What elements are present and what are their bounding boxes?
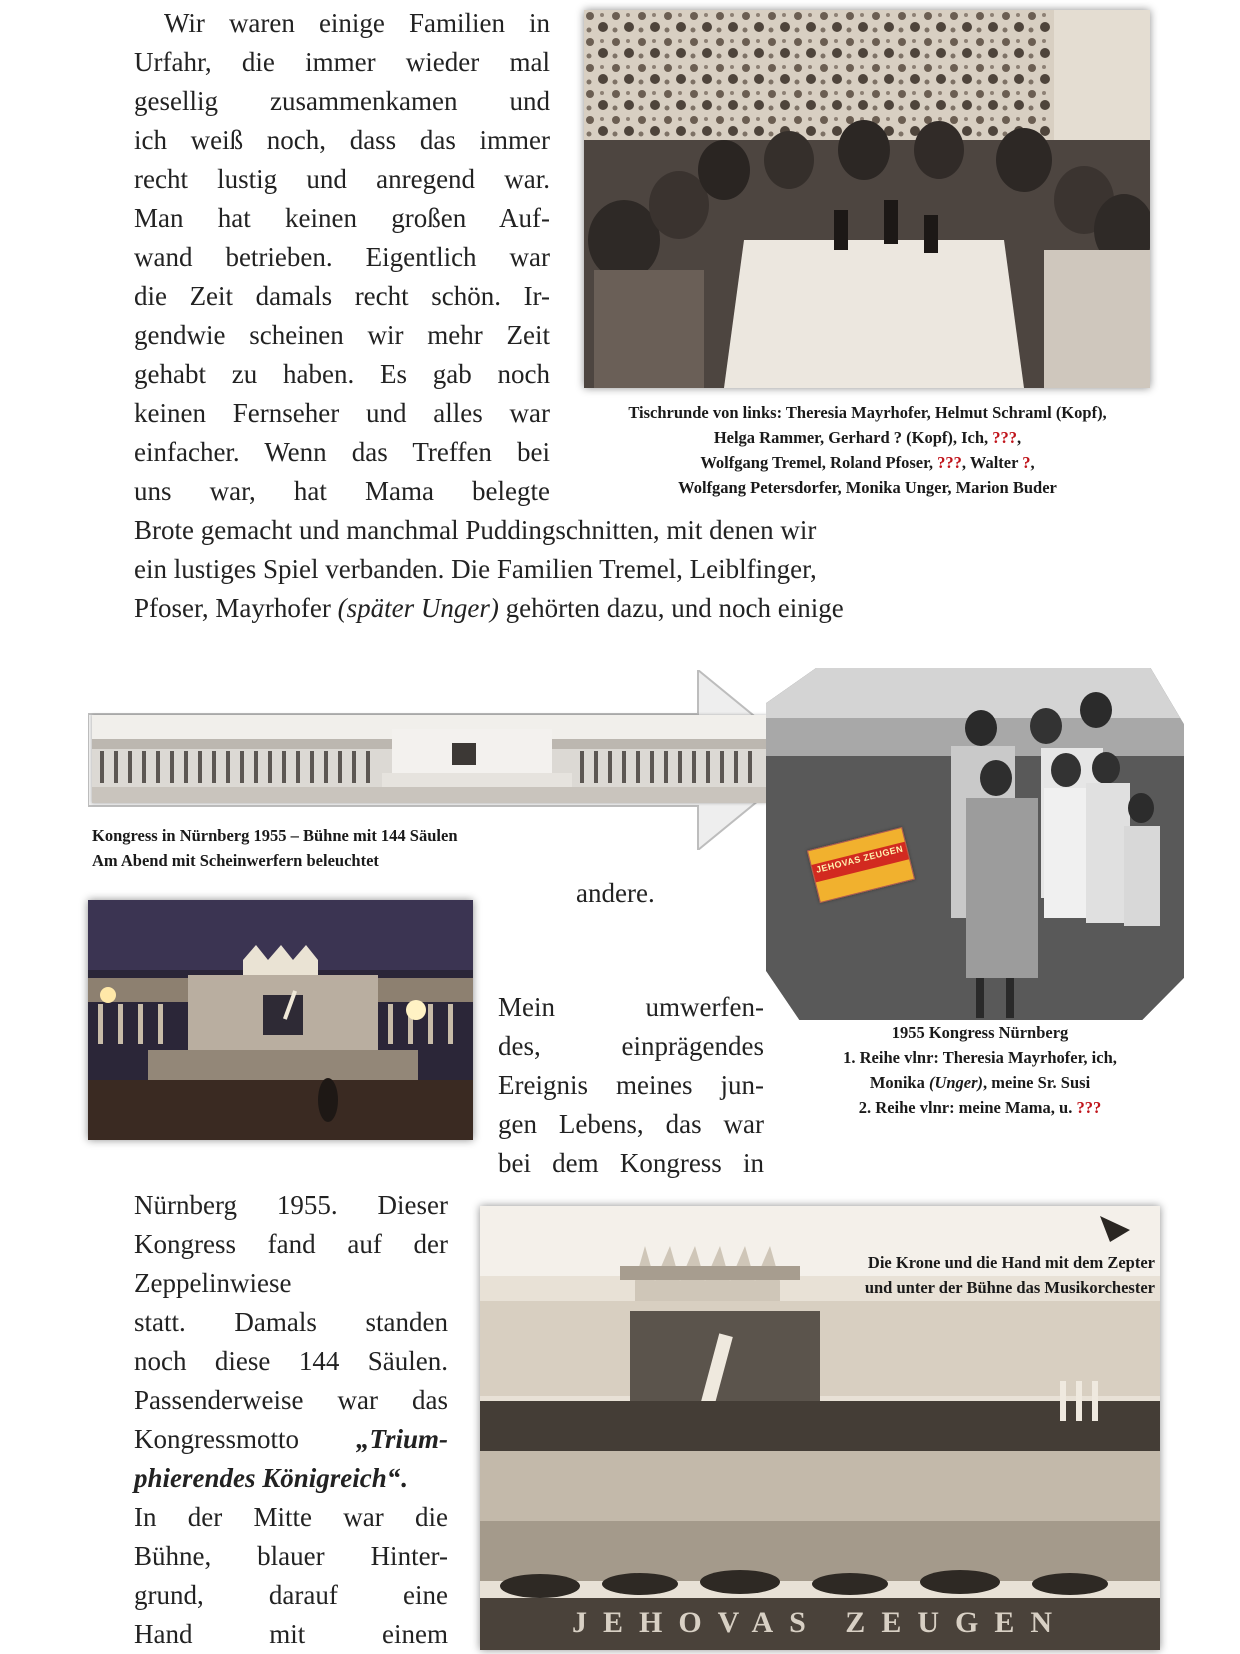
text-line: des, einprägendes <box>498 1031 764 1061</box>
caption-line <box>790 1095 1170 1120</box>
congress-motto: „Trium- <box>355 1424 448 1454</box>
text-line: ich weiß noch, dass das immer <box>134 125 550 155</box>
paragraph-intro-continued <box>134 511 964 628</box>
caption-line <box>560 425 1175 450</box>
text-line: Kongress fand auf der <box>134 1229 448 1259</box>
caption-fragment: 2. Reihe vlnr: meine Mama, u. <box>858 1098 1077 1117</box>
photo-table-round <box>584 10 1150 388</box>
caption-line: 1. Reihe vlnr: Theresia Mayrhofer, ich, <box>843 1048 1117 1067</box>
paragraph-congress-intro <box>498 988 764 1183</box>
caption-fragment: Wolfgang Tremel, Roland Pfoser, <box>700 453 938 472</box>
text-line: gen Lebens, das war <box>498 1109 764 1139</box>
text-line: Brote gemacht und manchmal Puddingschnitten, mit denen wir <box>134 515 817 545</box>
text-line: Bühne, blauer Hinter- <box>134 1541 448 1571</box>
caption-line: Kongress in Nürnberg 1955 – Bühne mit 144 Säulen <box>92 826 458 845</box>
text-line: wand betrieben. Eigentlich war <box>134 242 550 272</box>
photo-stage-night <box>88 900 473 1140</box>
text-line: Ereignis meines jun- <box>498 1070 764 1100</box>
text-line: bei dem Kongress in <box>498 1148 764 1178</box>
paragraph-congress-details <box>134 1186 448 1654</box>
text-line: grund, darauf eine <box>134 1580 448 1610</box>
caption-fragment-italic: (Unger) <box>928 1073 984 1092</box>
text-line: gendwie scheinen wir mehr Zeit <box>134 320 550 350</box>
text-line: ein lustiges Spiel verbanden. Die Familien Tremel, Leiblfinger, <box>134 554 817 584</box>
text-line <box>134 1459 448 1498</box>
text-line: Hand mit einem <box>134 1619 448 1649</box>
caption-line <box>790 1070 1170 1095</box>
text-line: In der Mitte war die <box>134 1502 448 1532</box>
paragraph-end-word: andere. <box>576 878 655 908</box>
caption-line: und unter der Bühne das Musikorchester <box>864 1278 1155 1297</box>
text-line: statt. Damals standen <box>134 1307 448 1337</box>
text-line <box>134 1420 448 1459</box>
text-fragment-italic: (später Unger) <box>337 593 499 623</box>
caption-stage <box>92 823 612 873</box>
caption-line: 1955 Kongress Nürnberg <box>891 1023 1069 1042</box>
text-line: die Zeit damals recht schön. Ir- <box>134 281 550 311</box>
caption-line: Am Abend mit Scheinwerfern beleuchtet <box>92 851 379 870</box>
congress-motto: phierendes Königreich“ <box>134 1463 401 1493</box>
text-line: Urfahr, die immer wieder mal <box>134 47 550 77</box>
text-fragment: . <box>400 1463 408 1493</box>
caption-line: Tischrunde von links: Theresia Mayrhofer, Helmut Schraml (Kopf), <box>628 403 1107 422</box>
text-line <box>134 589 964 628</box>
text-line: gesellig zusammenkamen und <box>134 86 550 116</box>
caption-fragment: Monika <box>869 1073 929 1092</box>
caption-crown <box>800 1250 1155 1300</box>
caption-table-round <box>560 400 1175 500</box>
text-line: gehabt zu haben. Es gab noch <box>134 359 550 389</box>
text-line: uns war, hat Mama belegte <box>134 476 550 506</box>
caption-fragment: , Walter <box>961 453 1023 472</box>
text-line: Zeppelinwiese <box>134 1268 292 1298</box>
text-line: Man hat keinen großen Auf- <box>134 203 550 233</box>
text-line: Mein umwerfen- <box>498 992 764 1022</box>
caption-unknown-marker: ??? <box>992 428 1018 447</box>
caption-unknown-marker: ??? <box>937 453 962 472</box>
caption-line: Wolfgang Petersdorfer, Monika Unger, Marion Buder <box>678 478 1057 497</box>
text-line: keinen Fernseher und alles war <box>134 398 550 428</box>
paragraph-intro <box>134 4 550 511</box>
text-fragment: Kongressmotto <box>134 1424 356 1454</box>
jehovas-zeugen-banner: JEHOVAS ZEUGEN <box>571 1606 1069 1639</box>
text-fragment: Pfoser, Mayrhofer <box>134 593 338 623</box>
caption-group <box>790 1020 1170 1120</box>
caption-line <box>560 450 1175 475</box>
caption-fragment: , <box>1017 428 1022 447</box>
caption-unknown-marker: ? <box>1022 453 1031 472</box>
text-line: recht lustig und anregend war. <box>134 164 550 194</box>
text-line: einfacher. Wenn das Treffen bei <box>134 437 550 467</box>
text-line: Wir waren einige Familien in <box>164 8 550 38</box>
text-line: Passenderweise war das <box>134 1385 448 1415</box>
caption-line: Die Krone und die Hand mit dem Zepter <box>867 1253 1155 1272</box>
text-fragment: gehörten dazu, und noch einige <box>498 593 844 623</box>
caption-unknown-marker: ??? <box>1076 1098 1102 1117</box>
caption-fragment: Helga Rammer, Gerhard ? (Kopf), Ich, <box>713 428 993 447</box>
caption-fragment: , meine Sr. Susi <box>983 1073 1091 1092</box>
caption-fragment: , <box>1030 453 1035 472</box>
photo-stage-panorama <box>92 715 768 803</box>
text-line: noch diese 144 Säulen. <box>134 1346 448 1376</box>
text-line: Nürnberg 1955. Dieser <box>134 1190 448 1220</box>
badge-text: JEHOVAS ZEUGEN <box>814 843 905 875</box>
